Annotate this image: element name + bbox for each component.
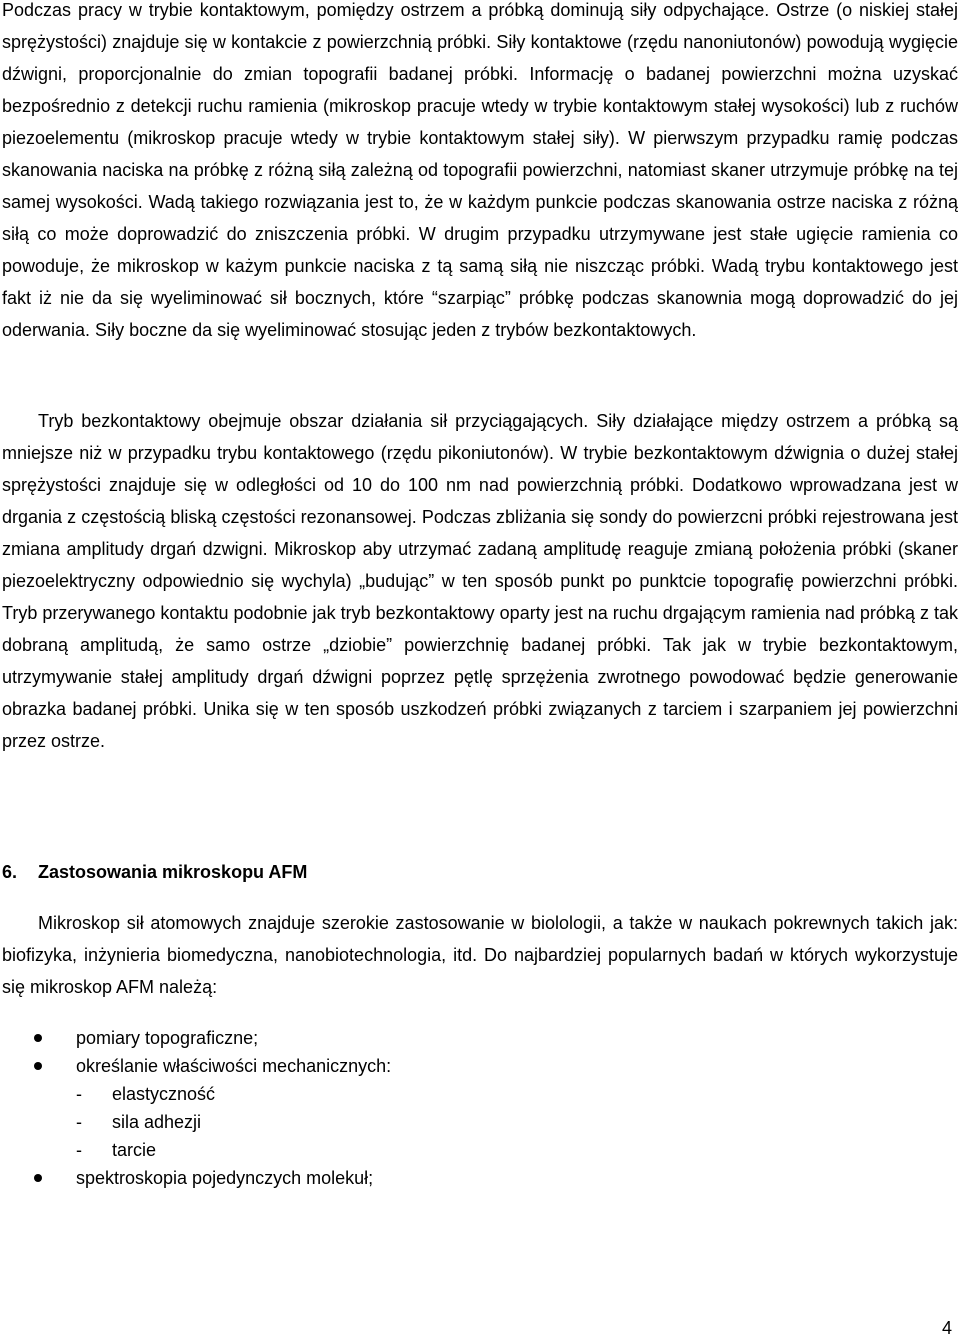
page-number: 4: [941, 1318, 952, 1338]
list-item: [0, 1164, 700, 1192]
sub-list-item-text: sila adhezji: [112, 1112, 202, 1132]
sub-list-item: [0, 1136, 700, 1164]
applications-list: [0, 1024, 700, 1192]
paragraph-contact-mode: Podczas pracy w trybie kontaktowym, pomiędzy ostrzem a próbką dominują siły odpychające. Ostrze (o niskiej stałej sprężystości) znajduje się w kontakcie z powierzchnią próbki. Siły kontaktowe (rzędu nanoniutonów) powodują wygięcie dźwigni, proporcjonalnie do zmian topografii badanej próbki. Informację o badanej powierzchni można uzyskać bezpośrednio z detekcji ruchu ramienia (mikroskop pracuje wtedy w trybie kontaktowym stałej wysokości) lub z ruchów piezoelementu (mikroskop pracuje wtedy w trybie kontaktowym stałej siły). W pierwszym przypadku ramię podczas skanowania naciska na próbkę z różną siłą zależną od topografii powierzchni, natomiast skaner utrzymuje próbkę na tej samej wysokości. Wadą takiego rozwiązania jest to, że w każdym punkcie podczas skanowania ostrze naciska z różną siłą co może doprowadzić do zniszczenia próbki. W drugim przypadku utrzymywane jest stałe ugięcie ramienia co powoduje, że mikroskop w każym punkcie naciska z tą samą siłą nie niszcząc próbki. Wadą trybu kontaktowego jest fakt iż nie da się wyeliminować sił bocznych, które “szarpiąc” próbkę podczas skanownia mogą doprowadzić do jej oderwania. Siły boczne da się wyeliminować stosując jeden z trybów bezkontaktowych.: [2, 0, 958, 340]
dash-marker: -: [76, 1140, 82, 1160]
bullet-icon: [34, 1174, 42, 1182]
list-item-text: określanie właściwości mechanicznych:: [76, 1056, 392, 1076]
section-title: Zastosowania mikroskopu AFM: [38, 862, 308, 882]
sub-list-item: [0, 1108, 700, 1136]
dash-marker: -: [76, 1084, 82, 1104]
paragraph-noncontact-mode: Tryb bezkontaktowy obejmuje obszar działania sił przyciągających. Siły działające między ostrzem a próbką są mniejsze niż w przypadku trybu kontaktowego (rzędu pikoniutonów). W trybie bezkontaktowym dźwignia o dużej stałej sprężystości znajduje się w odległości od 10 do 100 nm nad powierzchnią próbki. Dodatkowo wprowadzana jest w drgania z częstością bliską częstości rezonansowej. Podczas zbliżania się sondy do powierzcni próbki rejestrowana jest zmiana amplitudy drgań dzwigni. Mikroskop aby utrzymać zadaną amplitudę reaguje zmianą położenia próbki (skaner piezoelektryczny odpowiednio się wychyla) „budując” w ten sposób punkt po punktcie topografię powierzchni próbki. Tryb przerywanego kontaktu podobnie jak tryb bezkontaktowy oparty jest na ruchu drgającym ramienia nad próbką z tak dobraną amplitudą, że samo ostrze „dziobie” powierzchnię badanej próbki. Tak jak w trybie bezkontaktowym, utrzymywanie stałej amplitudy drgań dźwigni poprzez pętlę sprzężenia zwrotnego powodować będzie generowanie obrazka badanej próbki. Unika się w ten sposób uszkodzeń próbki związanych z tarciem i szarpaniem jej powierzchni przez ostrze.: [2, 411, 958, 751]
dash-marker: -: [76, 1112, 82, 1132]
bullet-icon: [34, 1034, 42, 1042]
sub-list-item: [0, 1080, 700, 1108]
section-heading: [2, 856, 307, 888]
sub-list-item-text: tarcie: [112, 1140, 157, 1160]
section-number: 6.: [2, 862, 18, 882]
list-item-text: spektroskopia pojedynczych molekuł;: [76, 1168, 374, 1188]
paragraph-applications: Mikroskop sił atomowych znajduje szerokie zastosowanie w biolologii, a także w naukach pokrewnych takich jak: biofizyka, inżynieria biomedyczna, nanobiotechnologia, itd. Do najbardziej popularnych badań w których wykorzystuje się mikroskop AFM należą:: [2, 913, 958, 997]
sub-list-item-text: elastyczność: [112, 1084, 216, 1104]
list-item: [0, 1052, 700, 1080]
list-item-text: pomiary topograficzne;: [76, 1028, 259, 1048]
list-item: [0, 1024, 700, 1052]
bullet-icon: [34, 1062, 42, 1070]
